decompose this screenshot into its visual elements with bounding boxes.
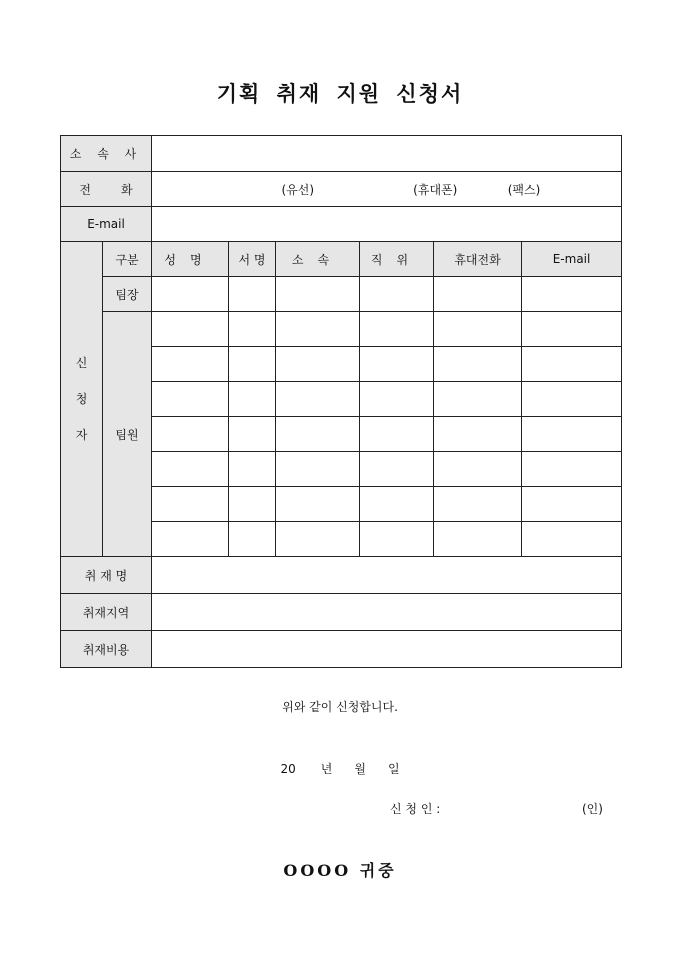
date-year: 년 [320,762,333,776]
cell-input[interactable] [522,347,622,382]
cell-input[interactable] [152,277,229,312]
cell-input[interactable] [360,522,434,557]
coverage-cost-field[interactable] [152,631,622,668]
cell-input[interactable] [152,452,229,487]
coverage-region-field[interactable] [152,594,622,631]
affiliation-row [61,136,622,172]
cell-input[interactable] [522,452,622,487]
team-leader-label: 팀장 [103,277,152,312]
application-form [60,135,622,668]
cell-input[interactable] [229,522,276,557]
cell-input[interactable] [152,382,229,417]
phone-row [61,172,622,207]
cell-input[interactable] [522,312,622,347]
date-year-prefix: 20 [280,762,296,776]
affiliation-label: 소 속 사 [61,136,152,172]
members-header-row [61,242,622,277]
coverage-region-label: 취재지역 [61,594,152,631]
applicant-label: 신 청 자 [61,242,103,557]
cell-input[interactable] [229,277,276,312]
cell-input[interactable] [229,417,276,452]
cell-input[interactable] [276,312,360,347]
cell-input[interactable] [360,347,434,382]
team-member-row [61,312,622,347]
cell-input[interactable] [229,347,276,382]
cell-input[interactable] [522,522,622,557]
application-date [0,760,680,777]
cell-input[interactable] [360,417,434,452]
email-label: E-mail [61,207,152,242]
cell-input[interactable] [434,522,522,557]
cell-input[interactable] [360,452,434,487]
cell-input[interactable] [360,382,434,417]
col-header-signature: 서 명 [229,242,276,277]
col-header-email: E-mail [522,242,622,277]
application-statement: 위와 같이 신청합니다. [282,700,398,714]
cell-input[interactable] [434,452,522,487]
cell-input[interactable] [434,487,522,522]
cell-input[interactable] [522,417,622,452]
cell-input[interactable] [522,382,622,417]
phone-field[interactable] [152,172,622,207]
coverage-cost-row [61,631,622,668]
coverage-name-field[interactable] [152,557,622,594]
coverage-region-row [61,594,622,631]
cell-input[interactable] [276,452,360,487]
cell-input[interactable] [276,347,360,382]
team-leader-row [61,277,622,312]
cell-input[interactable] [276,417,360,452]
phone-wired-label: (유선) [281,182,315,197]
phone-fax-label: (팩스) [507,182,541,197]
coverage-name-row [61,557,622,594]
email-row [61,207,622,242]
cell-input[interactable] [229,487,276,522]
cell-input[interactable] [360,487,434,522]
recipient: OOOO 귀중 [283,861,397,880]
col-header-position: 직위 [360,242,434,277]
col-header-mobile: 휴대전화 [434,242,522,277]
cell-input[interactable] [434,382,522,417]
cell-input[interactable] [434,312,522,347]
email-field[interactable] [152,207,622,242]
cell-input[interactable] [276,487,360,522]
document-title: 기획 취재 지원 신청서 [216,81,464,106]
applicant-seal: (인) [582,802,603,816]
cell-input[interactable] [229,382,276,417]
cell-input[interactable] [152,522,229,557]
cell-input[interactable] [434,277,522,312]
affiliation-field[interactable] [152,136,622,172]
phone-label: 전 화 [61,172,152,207]
cell-input[interactable] [229,312,276,347]
cell-input[interactable] [229,452,276,487]
date-month: 월 [354,762,366,776]
cell-input[interactable] [360,277,434,312]
cell-input[interactable] [276,382,360,417]
col-header-category: 구분 [103,242,152,277]
col-header-name: 성명 [152,242,229,277]
phone-mobile-label: (휴대폰) [413,182,458,197]
cell-input[interactable] [360,312,434,347]
cell-input[interactable] [276,277,360,312]
cell-input[interactable] [276,522,360,557]
cell-input[interactable] [434,417,522,452]
coverage-name-label: 취 재 명 [61,557,152,594]
applicant-sign-label: 신 청 인 : [390,802,441,816]
cell-input[interactable] [152,312,229,347]
team-member-label: 팀원 [103,312,152,557]
coverage-cost-label: 취재비용 [61,631,152,668]
cell-input[interactable] [152,417,229,452]
date-day: 일 [387,762,400,776]
cell-input[interactable] [522,277,622,312]
cell-input[interactable] [434,347,522,382]
cell-input[interactable] [152,347,229,382]
cell-input[interactable] [152,487,229,522]
cell-input[interactable] [522,487,622,522]
col-header-affiliation: 소속 [276,242,360,277]
